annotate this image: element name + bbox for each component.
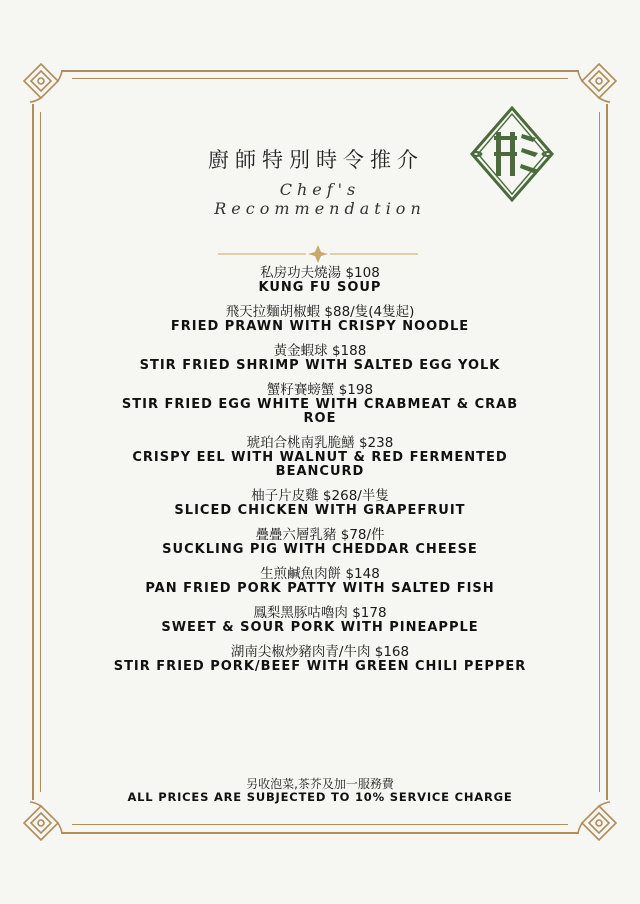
menu-item-cn: 疊疊六層乳豬 $78/件 (255, 527, 385, 543)
menu-item (110, 488, 530, 518)
menu-item-en: STIR FRIED EGG WHITE WITH CRABMEAT & CRAB ROE (121, 397, 519, 426)
frame-top-outer (62, 70, 578, 72)
menu-item-cn: 湖南尖椒炒豬肉青/牛肉 $168 (230, 644, 410, 660)
footer-note (110, 777, 530, 804)
menu-item-cn: 黃金蝦球 $188 (273, 343, 367, 359)
menu-item-cn: 琥珀合桃南乳脆鱔 $238 (246, 435, 394, 451)
menu-item (110, 382, 530, 426)
menu-item-en: FRIED PRAWN WITH CRISPY NOODLE (170, 319, 470, 334)
restaurant-logo-icon (466, 102, 558, 206)
frame-left-inner (40, 112, 41, 792)
page-subtitle: Chef's Recommendation (214, 180, 426, 218)
menu-item-en: CRISPY EEL WITH WALNUT & RED FERMENTED BEANCURD (132, 450, 508, 479)
menu-item-en: SLICED CHICKEN WITH GRAPEFRUIT (174, 503, 466, 518)
menu-item (110, 566, 530, 596)
menu-item-en: STIR FRIED PORK/BEEF WITH GREEN CHILI PEPPER (113, 659, 527, 674)
menu-item-cn: 飛天拉麵胡椒蝦 $88/隻(4隻起) (225, 304, 415, 320)
corner-ornament-icon (18, 800, 64, 846)
menu-item (110, 304, 530, 334)
page-title: 廚師特別時令推介 (208, 148, 424, 172)
menu-item (110, 527, 530, 557)
frame-bottom-outer (62, 832, 578, 834)
menu-item-cn: 蟹籽賽螃蟹 $198 (266, 382, 374, 398)
menu-item (110, 435, 530, 479)
menu-item (110, 605, 530, 635)
menu-item (110, 343, 530, 373)
menu-item-cn: 私房功夫燒湯 $108 (260, 265, 380, 281)
menu-item-cn: 生煎鹹魚肉餅 $148 (260, 566, 380, 582)
menu-list (110, 265, 530, 683)
corner-ornament-icon (576, 58, 622, 104)
menu-item-en: PAN FRIED PORK PATTY WITH SALTED FISH (145, 581, 495, 596)
corner-ornament-icon (576, 800, 622, 846)
frame-left-outer (32, 104, 34, 800)
frame-right-inner (599, 112, 600, 792)
frame-right-outer (606, 104, 608, 800)
frame-bottom-inner (72, 824, 568, 825)
divider-star-icon (218, 244, 418, 264)
menu-item-en: SWEET & SOUR PORK WITH PINEAPPLE (161, 620, 479, 635)
menu-item-en: STIR FRIED SHRIMP WITH SALTED EGG YOLK (139, 358, 501, 373)
menu-item (110, 265, 530, 295)
menu-item-cn: 鳳梨黑豚咕嚕肉 $178 (253, 605, 387, 621)
footer-note-cn: 另收泡菜,茶芥及加一服務費 (246, 777, 394, 791)
menu-item (110, 644, 530, 674)
footer-note-en: ALL PRICES ARE SUBJECTED TO 10% SERVICE CHARGE (127, 790, 513, 804)
menu-item-en: KUNG FU SOUP (258, 280, 382, 295)
corner-ornament-icon (18, 58, 64, 104)
menu-item-cn: 柚子片皮雞 $268/半隻 (251, 488, 389, 504)
frame-top-inner (72, 78, 568, 79)
menu-item-en: SUCKLING PIG WITH CHEDDAR CHEESE (162, 542, 478, 557)
